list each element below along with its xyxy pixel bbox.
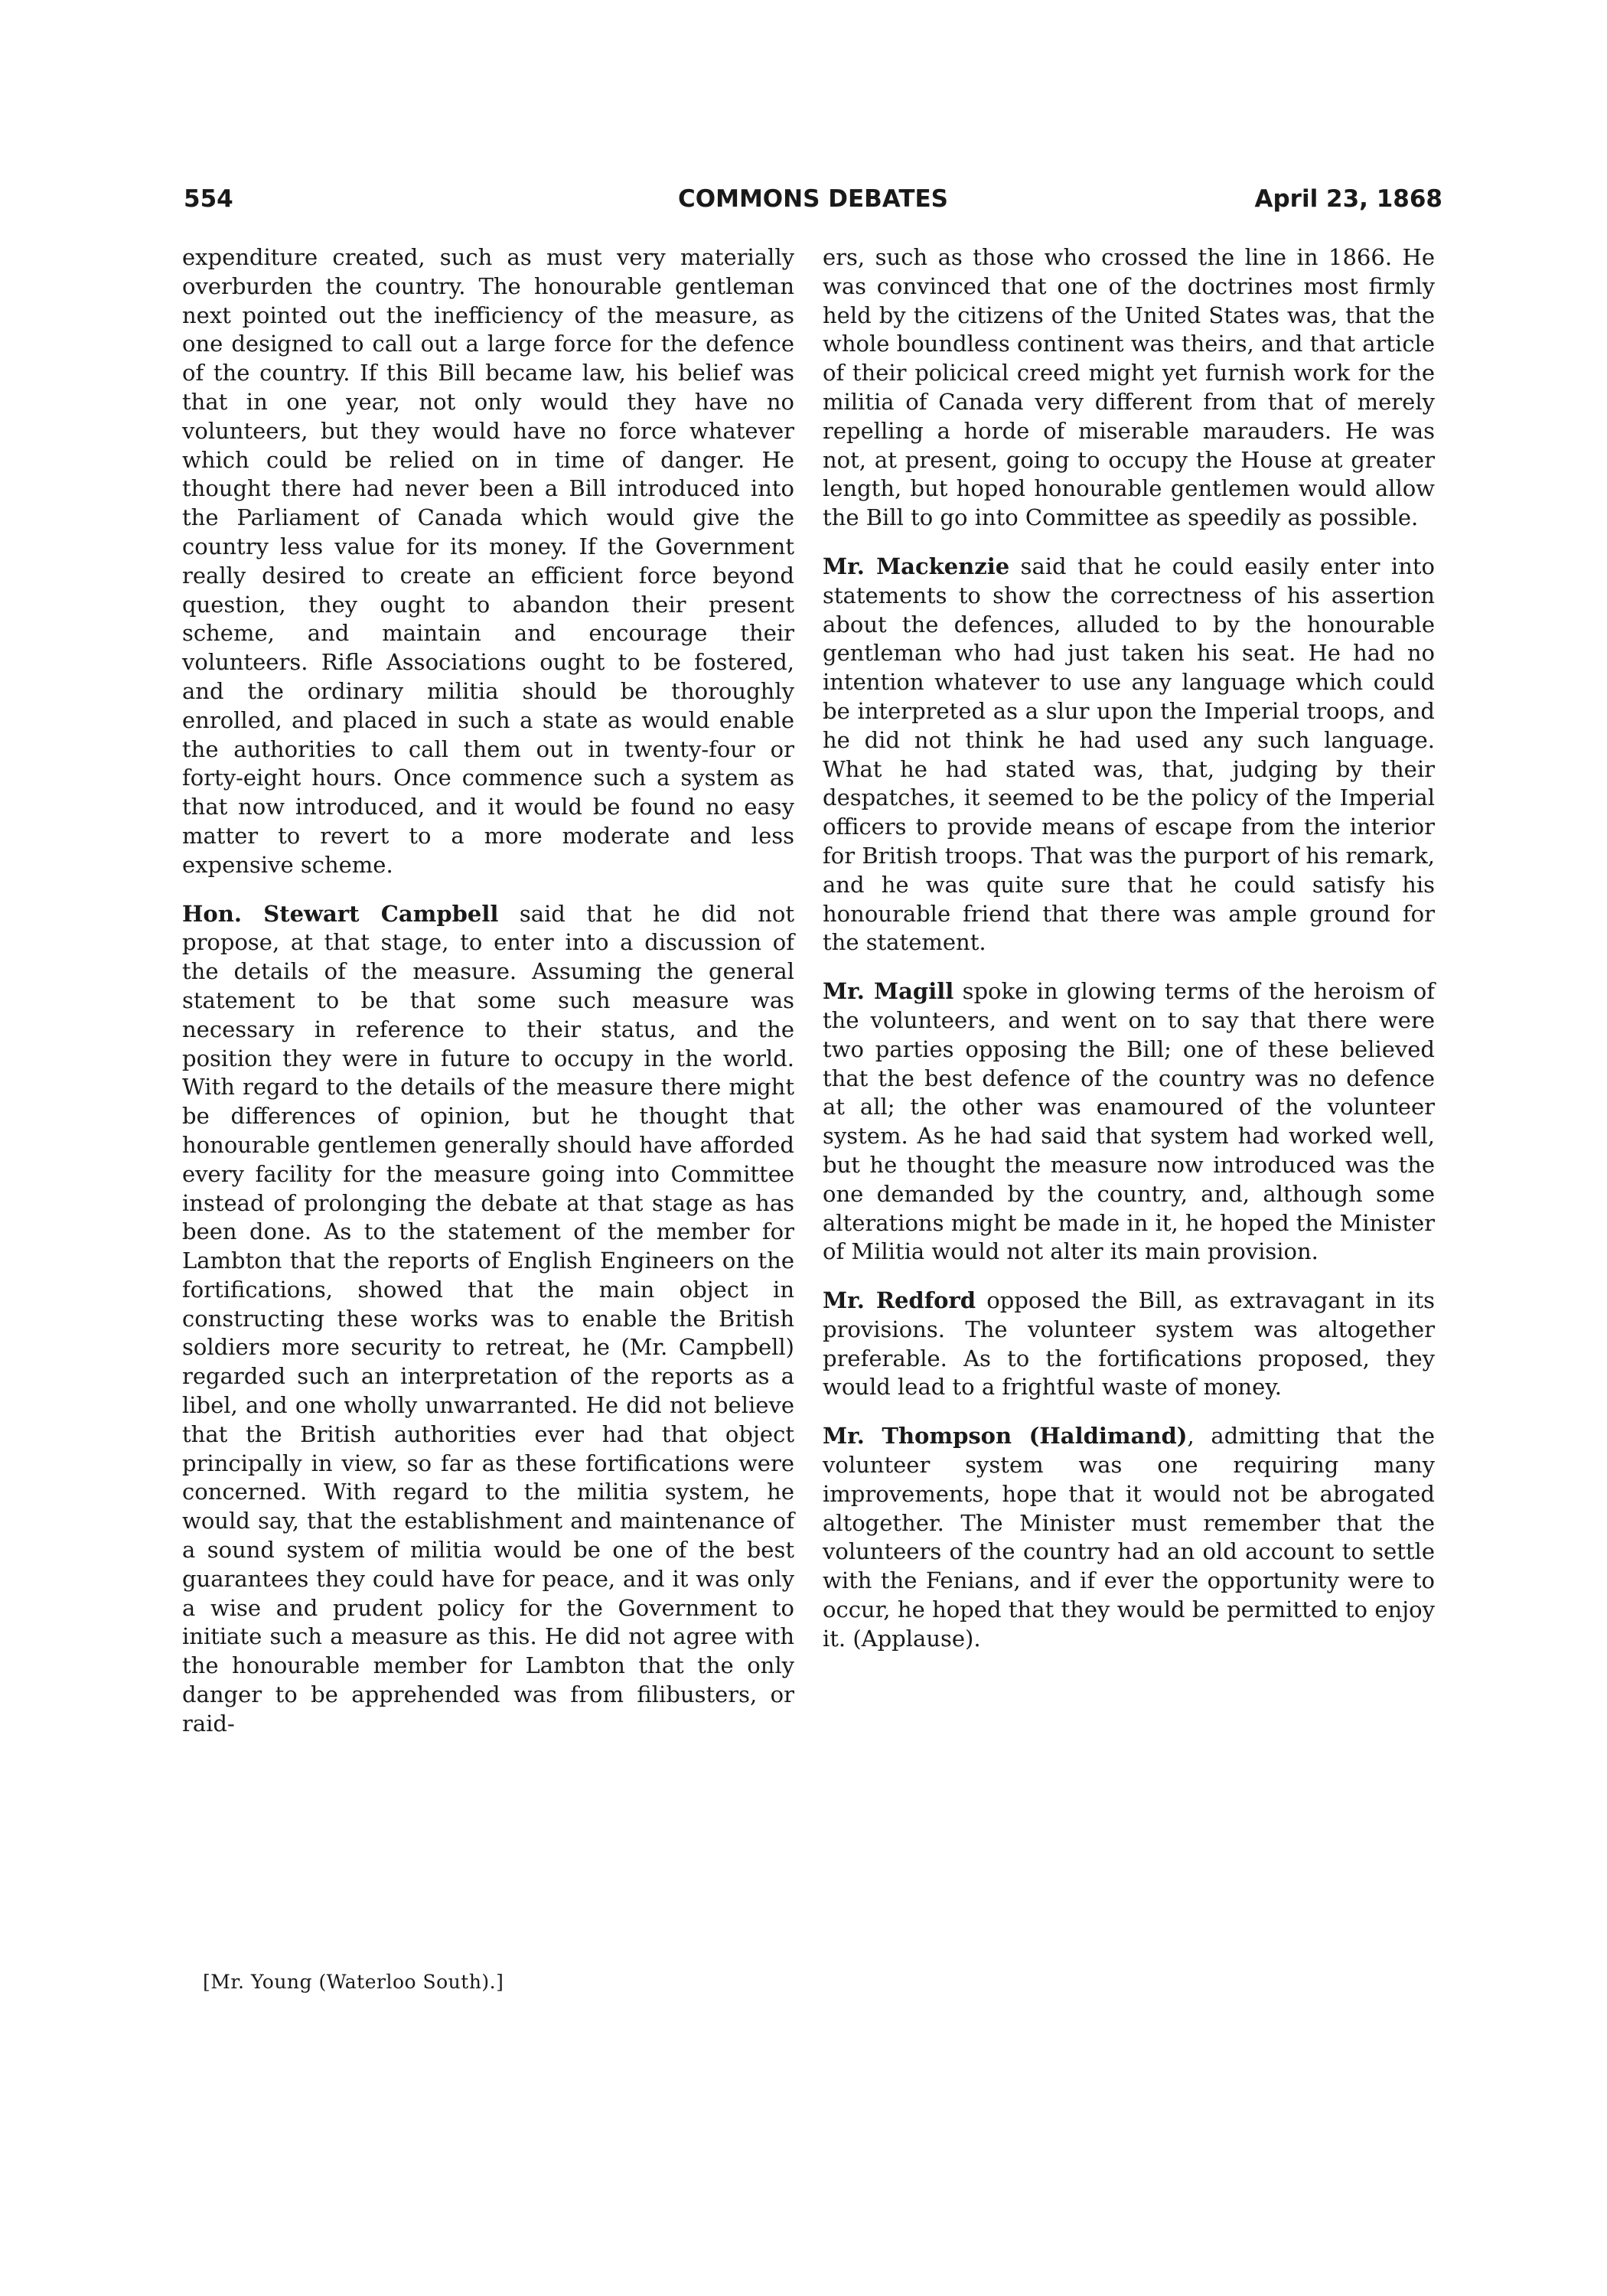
speech-campbell <box>182 900 794 1739</box>
speech-magill <box>823 977 1435 1267</box>
speaker-name: Hon. Stewart Campbell <box>182 900 499 927</box>
issue-date: April 23, 1868 <box>1254 185 1442 213</box>
speaker-name: Mr. Thompson (Haldimand) <box>823 1423 1188 1450</box>
speech-thompson <box>823 1422 1435 1653</box>
speech-text: said that he could easily enter into statements to show the correctness of his assertion about the defences, alluded to by the honourable gentleman who had just taken his seat. He had no intention whatever to use any language which could be interpreted as a slur upon the Imperial troops, and he did not think he had used any such language. What he had stated was, that, judging by their despatches, it seemed to be the policy of the Imperial officers to provide means of escape from the interior for British troops. That was the purport of his remark, and he was quite sure that he could satisfy his honourable friend that there was ample ground for the statement. <box>823 553 1435 956</box>
speech-redford <box>823 1287 1435 1402</box>
paragraph-continuation: ers, such as those who crossed the line in 1866. He was convinced that one of the doctrines most firmly held by the citizens of the United States was, that the whole boundless continent was theirs, and that article of their policical creed might yet furnish work for the militia of Canada very different from that of merely repelling a horde of miserable marauders. He was not, at present, going to occupy the House at greater length, but hoped honourable gentlemen would allow the Bill to go into Committee as speedily as possible. <box>823 244 1435 531</box>
speech-text: spoke in glowing terms of the heroism of the volunteers, and went on to say that there were two parties opposing the Bill; one of these believed that the best defence of the country was no defence at all; the other was enamoured of the volunteer system. As he had said that system had worked well, but he thought the measure now introduced was the one demanded by the country, and, although some alterations might be made in it, he hoped the Minister of Militia would not alter its main provision. <box>823 978 1435 1265</box>
speaker-name: Mr. Magill <box>823 978 954 1005</box>
speech-text: said that he did not propose, at that stage, to enter into a discussion of the details of the measure. Assuming the general statement to be that some such measure was necessary in reference to their status, and the position they were in future to occupy in the world. With regard to the details of the measure there might be differences of opinion, but he thought that honourable gentlemen generally should have afforded every facility for the measure going into Committee instead of prolonging the debate at that stage as has been done. As to the statement of the member for Lambton that the reports of English Engineers on the fortifications, showed that the main object in constructing these works was to enable the British soldiers more security to retreat, he (Mr. Campbell) regarded such an interpretation of the reports as a libel, and one wholly unwarranted. He did not believe that the British authorities ever had that object principally in view, so far as these fortifications were concerned. With regard to the militia system, he would say, that the establishment and maintenance of a sound system of militia would be one of the best guarantees they could have for peace, and it was only a wise and prudent policy for the Government to initiate such a measure as this. He did not agree with the honourable member for Lambton that the only danger to be apprehended was from filibusters, or raid- <box>182 900 794 1737</box>
page-header <box>184 185 1442 223</box>
speaker-name: Mr. Mackenzie <box>823 553 1010 579</box>
speech-text: opposed the Bill, as extravagant in its provisions. The volunteer system was altogether preferable. As to the fortifications proposed, they would lead to a frightful waste of money. <box>823 1287 1435 1401</box>
speech-mackenzie <box>823 553 1435 957</box>
speech-text: , admitting that the volunteer system was one requiring many improvements, hope that it would not be abrogated altogether. The Minister must remember that the volunteers of the country had an old account to settle with the Fenians, and if ever the opportunity were to occur, he hoped that they would be permitted to enjoy it. (Applause). <box>823 1423 1435 1652</box>
speaker-name: Mr. Redford <box>823 1287 976 1314</box>
right-column <box>823 243 1435 1674</box>
running-title: COMMONS DEBATES <box>678 185 948 213</box>
paragraph-continuation: expenditure created, such as must very materially overburden the country. The honourable gentleman next pointed out the inefficiency of the measure, as one designed to call out a large force for the defence of the country. If this Bill became law, his belief was that in one year, not only would they have no volunteers, but they would have no force whatever which could be relied on in time of danger. He thought there had never been a Bill introduced into the Parliament of Canada which would give the country less value for its money. If the Government really desired to create an efficient force beyond question, they ought to abandon their present scheme, and maintain and encourage their volunteers. Rifle Associations ought to be fostered, and the ordinary militia should be thoroughly enrolled, and placed in such a state as would enable the authorities to call them out in twenty-four or forty-eight hours. Once commence such a system as that now introduced, and it would be found no easy matter to revert to a more moderate and less expensive scheme. <box>182 244 794 878</box>
left-column <box>182 243 794 1759</box>
footer-note: [Mr. Young (Waterloo South).] <box>203 1971 504 1993</box>
page-number: 554 <box>184 185 233 213</box>
